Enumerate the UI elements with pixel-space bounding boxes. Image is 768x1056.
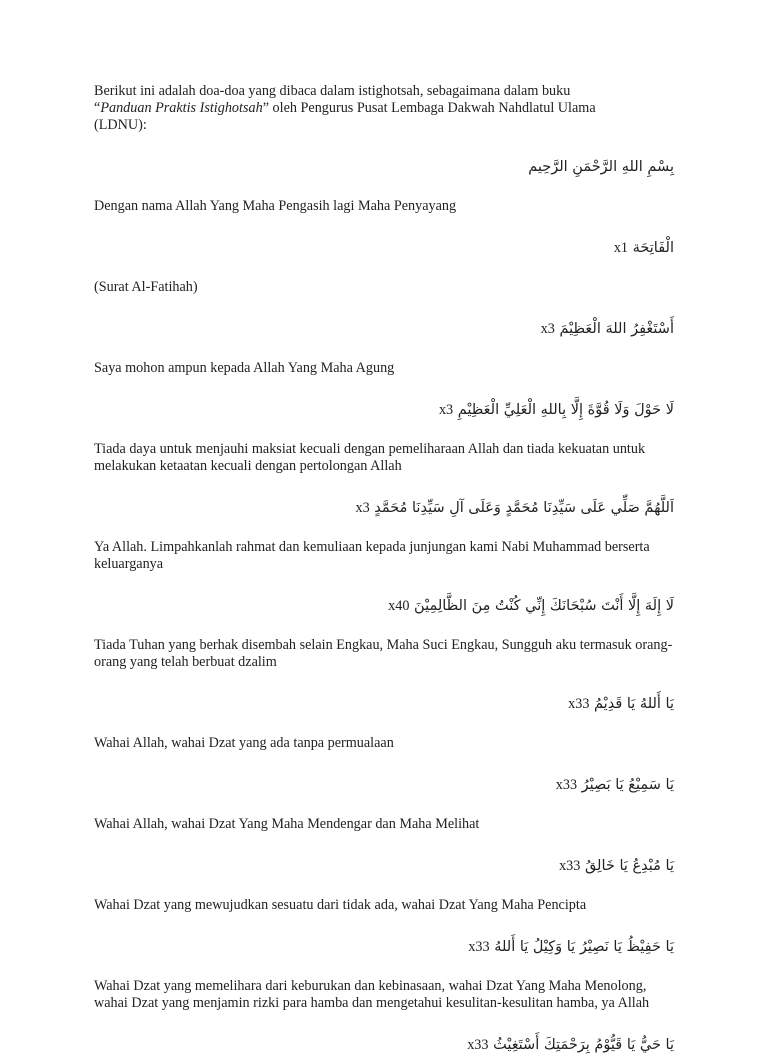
dua-arabic-text: يَا سَمِيْعُ يَا بَصِيْرُ xyxy=(581,777,674,793)
dua-translation: Ya Allah. Limpahkanlah rahmat dan kemuliaan kepada junjungan kami Nabi Muhammad berserta keluarganya xyxy=(94,539,650,572)
dua-arabic-text: يَا حَيُّ يَا قَيُّوْمُ بِرَحْمَتِكَ أَسْتَغِيْثُ xyxy=(493,1037,674,1053)
dua-list xyxy=(94,237,674,1056)
intro-line-3: (LDNU): xyxy=(94,117,147,133)
dua-translation: Saya mohon ampun kepada Allah Yang Maha Agung xyxy=(94,360,395,376)
dua-translation: Tiada daya untuk menjauhi maksiat kecuali dengan pemeliharaan Allah dan tiada kekuatan untuk melakukan ketaatan kecuali dengan pertolongan Allah xyxy=(94,441,646,474)
repetition-count: x3 xyxy=(438,402,454,418)
dua-arabic-line xyxy=(94,855,674,877)
repetition-count: x33 xyxy=(468,939,490,955)
dua-arabic-text: الْفَاتِحَة xyxy=(632,240,674,256)
repetition-count: x1 xyxy=(613,240,629,256)
dua-arabic-line xyxy=(94,1034,674,1056)
dua-arabic-line xyxy=(94,497,674,519)
repetition-count: x33 xyxy=(568,696,590,712)
intro-paragraph xyxy=(94,83,674,134)
dua-arabic-text: اَللَّهُمَّ صَلِّي عَلَى سَيِّدِنَا مُحَمَّدٍ وَعَلَى آلِ سَيِّدِنَا مُحَمَّدٍ xyxy=(374,500,674,516)
intro-line-2: oleh Pengurus Pusat Lembaga Dakwah Nahdlatul Ulama xyxy=(269,100,596,116)
repetition-count: x3 xyxy=(355,500,370,516)
book-title: Panduan Praktis Istighotsah xyxy=(100,100,263,116)
basmalah-translation: Dengan nama Allah Yang Maha Pengasih lagi Maha Penyayang xyxy=(94,198,457,214)
dua-arabic-text: يَا مُبْدِعُ يَا خَالِقُ xyxy=(584,858,674,874)
repetition-count: x33 xyxy=(467,1037,489,1053)
dua-arabic-text: أَسْتَغْفِرُ اللهَ الْعَظِيْمَ xyxy=(559,321,674,337)
repetition-count: x33 xyxy=(559,858,581,874)
document-page xyxy=(94,83,674,1056)
dua-arabic-line xyxy=(94,936,674,958)
dua-arabic-line xyxy=(94,693,674,715)
dua-translation: Wahai Allah, wahai Dzat Yang Maha Mendengar dan Maha Melihat xyxy=(94,816,480,832)
dua-arabic-text: لَا إِلَهَ إِلَّا أَنْتَ سُبْحَانَكَ إِنِّي كُنْتُ مِنَ الظَّالِمِيْنَ xyxy=(414,598,674,614)
repetition-count: x3 xyxy=(540,321,555,337)
basmalah-arabic: بِسْمِ اللهِ الرَّحْمَنِ الرَّحِيم xyxy=(528,159,674,175)
repetition-count: x40 xyxy=(388,598,410,614)
dua-arabic-line xyxy=(94,399,674,421)
dua-translation: Wahai Dzat yang mewujudkan sesuatu dari tidak ada, wahai Dzat Yang Maha Pencipta xyxy=(94,897,587,913)
dua-translation: Wahai Dzat yang memelihara dari keburukan dan kebinasaan, wahai Dzat Yang Maha Menolong, wahai Dzat yang menjamin rizki para hamba dan mengetahui kesulitan-kesulitan hamba, ya Allah xyxy=(94,978,650,1011)
dua-arabic-text: يَا حَفِيْظُ يَا نَصِيْرُ يَا وَكِيْلُ يَا أَللهُ xyxy=(494,939,674,955)
dua-arabic-text: لَا حَوْلَ وَلَا قُوَّةَ إِلَّا بِاللهِ الْعَلِيِّ الْعَظِيْمِ xyxy=(457,402,674,418)
dua-arabic-line xyxy=(94,237,674,259)
intro-line-1: Berikut ini adalah doa-doa yang dibaca dalam istighotsah, sebagaimana dalam buku xyxy=(94,83,571,99)
intro-quote-open: “ xyxy=(94,100,101,116)
repetition-count: x33 xyxy=(555,777,578,793)
dua-arabic-line xyxy=(94,774,674,796)
dua-arabic-text: يَا أَللهُ يَا قَدِيْمُ xyxy=(594,696,674,712)
dua-translation: Wahai Allah, wahai Dzat yang ada tanpa permualaan xyxy=(94,735,394,751)
dua-translation: Tiada Tuhan yang berhak disembah selain Engkau, Maha Suci Engkau, Sungguh aku termasuk orang-orang yang telah berbuat dzalim xyxy=(94,637,673,670)
intro-quote-close: ” xyxy=(262,100,269,116)
dua-translation: (Surat Al-Fatihah) xyxy=(94,279,198,295)
dua-arabic-line xyxy=(94,318,674,340)
dua-arabic-line xyxy=(94,595,674,617)
